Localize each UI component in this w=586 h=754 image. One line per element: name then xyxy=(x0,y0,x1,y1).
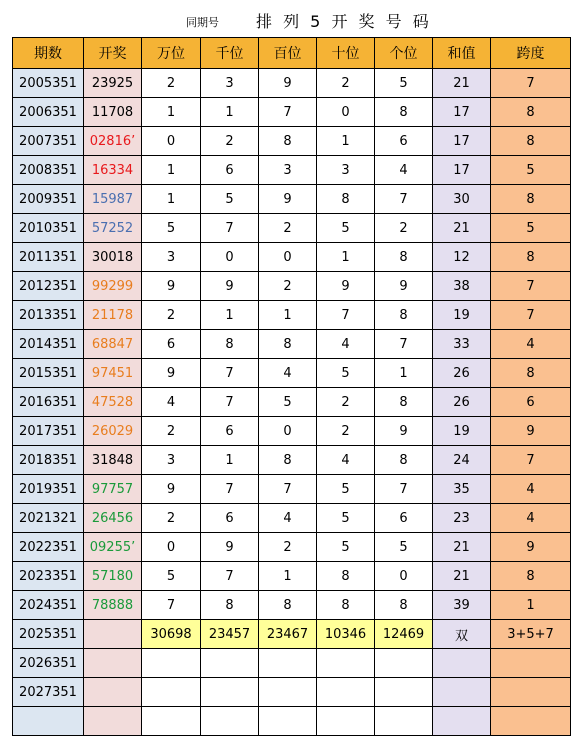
span-cell: 7 xyxy=(491,272,571,301)
digit-cell: 6 xyxy=(142,330,201,359)
span-cell xyxy=(491,649,571,678)
digit-cell: 1 xyxy=(317,243,375,272)
digit-cell: 2 xyxy=(201,127,259,156)
digit-cell: 1 xyxy=(142,185,201,214)
sum-cell: 35 xyxy=(433,475,491,504)
digit-cell: 6 xyxy=(375,127,433,156)
sum-cell xyxy=(433,649,491,678)
draw-number-cell: 23925 xyxy=(84,69,142,98)
digit-cell: 3 xyxy=(142,243,201,272)
digit-cell: 7 xyxy=(201,475,259,504)
digit-cell: 2 xyxy=(142,69,201,98)
empty-row xyxy=(13,649,571,678)
sum-cell xyxy=(433,678,491,707)
digit-cell: 3 xyxy=(201,69,259,98)
col-header-span: 跨度 xyxy=(491,38,571,69)
digit-cell: 1 xyxy=(201,301,259,330)
digit-cell: 3 xyxy=(317,156,375,185)
digit-cell: 2 xyxy=(259,214,317,243)
digit-cell: 1 xyxy=(201,98,259,127)
digit-cell: 9 xyxy=(201,533,259,562)
digit-cell: 7 xyxy=(259,98,317,127)
digit-cell: 5 xyxy=(317,359,375,388)
digit-cell: 0 xyxy=(201,243,259,272)
digit-cell xyxy=(259,678,317,707)
digit-cell: 4 xyxy=(317,330,375,359)
digit-cell: 7 xyxy=(201,388,259,417)
digit-cell: 9 xyxy=(142,272,201,301)
span-cell: 5 xyxy=(491,214,571,243)
span-cell: 6 xyxy=(491,388,571,417)
digit-cell xyxy=(142,649,201,678)
digit-cell: 2 xyxy=(142,417,201,446)
draw-number-cell: 26456 xyxy=(84,504,142,533)
span-cell: 8 xyxy=(491,127,571,156)
digit-cell: 2 xyxy=(375,214,433,243)
digit-cell: 1 xyxy=(259,562,317,591)
draw-number-cell: 30018 xyxy=(84,243,142,272)
digit-cell: 2 xyxy=(317,69,375,98)
draw-number-cell xyxy=(84,649,142,678)
digit-cell: 5 xyxy=(375,533,433,562)
draw-number-cell xyxy=(84,678,142,707)
span-cell: 4 xyxy=(491,475,571,504)
digit-cell: 8 xyxy=(317,591,375,620)
digit-cell: 0 xyxy=(259,417,317,446)
digit-cell xyxy=(201,707,259,736)
digit-cell: 7 xyxy=(259,475,317,504)
period-cell: 2010351 xyxy=(13,214,84,243)
digit-cell: 8 xyxy=(201,591,259,620)
digit-cell: 3 xyxy=(259,156,317,185)
digit-cell: 5 xyxy=(317,475,375,504)
digit-cell: 9 xyxy=(259,185,317,214)
digit-cell: 9 xyxy=(317,272,375,301)
digit-cell: 9 xyxy=(375,417,433,446)
digit-cell: 5 xyxy=(201,185,259,214)
span-cell: 9 xyxy=(491,417,571,446)
table-row xyxy=(13,214,571,243)
period-cell: 2027351 xyxy=(13,678,84,707)
draw-number-cell: 99299 xyxy=(84,272,142,301)
digit-cell: 9 xyxy=(142,359,201,388)
digit-cell xyxy=(142,678,201,707)
col-header-hundreds: 百位 xyxy=(259,38,317,69)
table-row xyxy=(13,533,571,562)
period-cell: 2017351 xyxy=(13,417,84,446)
same-period-label: 同期号 xyxy=(186,16,219,29)
sum-cell: 23 xyxy=(433,504,491,533)
draw-number-cell: 57180 xyxy=(84,562,142,591)
digit-cell xyxy=(201,649,259,678)
span-cell xyxy=(491,678,571,707)
sum-cell: 17 xyxy=(433,127,491,156)
col-header-units: 个位 xyxy=(375,38,433,69)
span-cell: 8 xyxy=(491,359,571,388)
sum-cell: 12 xyxy=(433,243,491,272)
sum-cell: 双 xyxy=(433,620,491,649)
table-row xyxy=(13,330,571,359)
period-cell: 2022351 xyxy=(13,533,84,562)
period-cell: 2011351 xyxy=(13,243,84,272)
period-cell: 2021321 xyxy=(13,504,84,533)
digit-cell: 2 xyxy=(142,504,201,533)
sum-cell: 24 xyxy=(433,446,491,475)
span-cell: 4 xyxy=(491,330,571,359)
table-row xyxy=(13,388,571,417)
digit-cell: 1 xyxy=(259,301,317,330)
prediction-digit-cell: 23457 xyxy=(201,620,259,649)
period-cell: 2025351 xyxy=(13,620,84,649)
digit-cell: 5 xyxy=(317,214,375,243)
table-row xyxy=(13,156,571,185)
digit-cell: 6 xyxy=(375,504,433,533)
span-cell: 9 xyxy=(491,533,571,562)
digit-cell: 0 xyxy=(259,243,317,272)
sum-cell: 19 xyxy=(433,301,491,330)
table-row xyxy=(13,98,571,127)
sum-cell: 17 xyxy=(433,98,491,127)
period-cell: 2009351 xyxy=(13,185,84,214)
digit-cell: 8 xyxy=(375,98,433,127)
digit-cell: 2 xyxy=(317,388,375,417)
digit-cell: 1 xyxy=(317,127,375,156)
digit-cell: 7 xyxy=(375,330,433,359)
sum-cell: 39 xyxy=(433,591,491,620)
draw-number-cell: 21178 xyxy=(84,301,142,330)
digit-cell: 0 xyxy=(375,562,433,591)
digit-cell xyxy=(201,678,259,707)
draw-number-cell: 78888 xyxy=(84,591,142,620)
sum-cell: 17 xyxy=(433,156,491,185)
digit-cell: 1 xyxy=(201,446,259,475)
digit-cell: 7 xyxy=(317,301,375,330)
prediction-digit-cell: 30698 xyxy=(142,620,201,649)
digit-cell: 1 xyxy=(142,156,201,185)
digit-cell: 0 xyxy=(317,98,375,127)
col-header-draw: 开奖 xyxy=(84,38,142,69)
sum-cell: 19 xyxy=(433,417,491,446)
digit-cell xyxy=(259,707,317,736)
table-row xyxy=(13,417,571,446)
draw-number-cell: 57252 xyxy=(84,214,142,243)
digit-cell: 8 xyxy=(375,446,433,475)
span-cell: 7 xyxy=(491,301,571,330)
digit-cell xyxy=(317,707,375,736)
digit-cell: 5 xyxy=(259,388,317,417)
period-cell: 2023351 xyxy=(13,562,84,591)
title-bar xyxy=(0,0,586,37)
digit-cell: 3 xyxy=(142,446,201,475)
digit-cell xyxy=(375,707,433,736)
digit-cell: 7 xyxy=(375,185,433,214)
digit-cell: 5 xyxy=(317,504,375,533)
span-cell: 4 xyxy=(491,504,571,533)
digit-cell: 1 xyxy=(142,98,201,127)
span-cell: 3+5+7 xyxy=(491,620,571,649)
digit-cell: 2 xyxy=(259,533,317,562)
digit-cell xyxy=(259,649,317,678)
digit-cell xyxy=(142,707,201,736)
period-cell: 2026351 xyxy=(13,649,84,678)
digit-cell: 8 xyxy=(259,446,317,475)
draw-number-cell xyxy=(84,707,142,736)
span-cell: 5 xyxy=(491,156,571,185)
digit-cell: 5 xyxy=(142,214,201,243)
digit-cell: 4 xyxy=(375,156,433,185)
prediction-digit-cell: 12469 xyxy=(375,620,433,649)
period-cell: 2015351 xyxy=(13,359,84,388)
span-cell: 7 xyxy=(491,446,571,475)
period-cell: 2018351 xyxy=(13,446,84,475)
period-cell: 2007351 xyxy=(13,127,84,156)
period-cell: 2006351 xyxy=(13,98,84,127)
period-cell: 2012351 xyxy=(13,272,84,301)
table-row xyxy=(13,272,571,301)
span-cell: 8 xyxy=(491,98,571,127)
prediction-row xyxy=(13,620,571,649)
prediction-digit-cell: 10346 xyxy=(317,620,375,649)
period-cell xyxy=(13,707,84,736)
digit-cell: 7 xyxy=(375,475,433,504)
period-cell: 2013351 xyxy=(13,301,84,330)
table-row xyxy=(13,359,571,388)
digit-cell: 6 xyxy=(201,504,259,533)
col-header-sum: 和值 xyxy=(433,38,491,69)
digit-cell: 7 xyxy=(142,591,201,620)
sum-cell: 33 xyxy=(433,330,491,359)
empty-row xyxy=(13,707,571,736)
draw-number-cell xyxy=(84,620,142,649)
digit-cell: 8 xyxy=(317,185,375,214)
digit-cell: 4 xyxy=(259,504,317,533)
digit-cell: 4 xyxy=(142,388,201,417)
sum-cell: 21 xyxy=(433,69,491,98)
draw-number-cell: 26029 xyxy=(84,417,142,446)
table-row xyxy=(13,446,571,475)
draw-number-cell: 97451 xyxy=(84,359,142,388)
draw-number-cell: 31848 xyxy=(84,446,142,475)
draw-number-cell: 68847 xyxy=(84,330,142,359)
draw-number-cell: 16334 xyxy=(84,156,142,185)
digit-cell: 8 xyxy=(375,301,433,330)
period-cell: 2016351 xyxy=(13,388,84,417)
col-header-tens: 十位 xyxy=(317,38,375,69)
digit-cell: 8 xyxy=(375,243,433,272)
draw-number-cell: 97757 xyxy=(84,475,142,504)
digit-cell: 2 xyxy=(142,301,201,330)
span-cell: 7 xyxy=(491,69,571,98)
empty-row xyxy=(13,678,571,707)
draw-number-cell: 15987 xyxy=(84,185,142,214)
table-row xyxy=(13,127,571,156)
digit-cell: 8 xyxy=(259,330,317,359)
period-cell: 2019351 xyxy=(13,475,84,504)
table-row xyxy=(13,475,571,504)
digit-cell: 9 xyxy=(142,475,201,504)
digit-cell xyxy=(375,649,433,678)
digit-cell: 7 xyxy=(201,562,259,591)
digit-cell xyxy=(317,649,375,678)
prediction-digit-cell: 23467 xyxy=(259,620,317,649)
table-row xyxy=(13,591,571,620)
digit-cell: 4 xyxy=(259,359,317,388)
digit-cell: 8 xyxy=(317,562,375,591)
period-cell: 2024351 xyxy=(13,591,84,620)
digit-cell: 5 xyxy=(142,562,201,591)
digit-cell: 6 xyxy=(201,156,259,185)
span-cell: 1 xyxy=(491,591,571,620)
col-header-thousands: 千位 xyxy=(201,38,259,69)
draw-number-cell: 02816’ xyxy=(84,127,142,156)
digit-cell: 1 xyxy=(375,359,433,388)
digit-cell: 8 xyxy=(259,127,317,156)
digit-cell: 4 xyxy=(317,446,375,475)
sum-cell: 30 xyxy=(433,185,491,214)
period-cell: 2014351 xyxy=(13,330,84,359)
digit-cell: 6 xyxy=(201,417,259,446)
digit-cell xyxy=(317,678,375,707)
sum-cell: 38 xyxy=(433,272,491,301)
col-header-ten-thousands: 万位 xyxy=(142,38,201,69)
digit-cell: 8 xyxy=(375,388,433,417)
sum-cell: 21 xyxy=(433,214,491,243)
sum-cell: 21 xyxy=(433,533,491,562)
digit-cell: 8 xyxy=(201,330,259,359)
span-cell xyxy=(491,707,571,736)
table-row xyxy=(13,301,571,330)
draw-number-cell: 47528 xyxy=(84,388,142,417)
sum-cell: 26 xyxy=(433,388,491,417)
digit-cell: 5 xyxy=(317,533,375,562)
digit-cell: 7 xyxy=(201,359,259,388)
digit-cell: 8 xyxy=(259,591,317,620)
digit-cell: 0 xyxy=(142,127,201,156)
table-row xyxy=(13,504,571,533)
sum-cell: 21 xyxy=(433,562,491,591)
digit-cell: 9 xyxy=(375,272,433,301)
period-cell: 2005351 xyxy=(13,69,84,98)
digit-cell xyxy=(375,678,433,707)
digit-cell: 9 xyxy=(201,272,259,301)
sum-cell: 26 xyxy=(433,359,491,388)
span-cell: 8 xyxy=(491,185,571,214)
page-title: 排 列 5 开 奖 号 码 xyxy=(256,12,432,31)
table-row xyxy=(13,185,571,214)
period-cell: 2008351 xyxy=(13,156,84,185)
digit-cell: 9 xyxy=(259,69,317,98)
header-row xyxy=(13,38,571,69)
digit-cell: 8 xyxy=(375,591,433,620)
col-header-period: 期数 xyxy=(13,38,84,69)
digit-cell: 2 xyxy=(259,272,317,301)
span-cell: 8 xyxy=(491,562,571,591)
digit-cell: 2 xyxy=(317,417,375,446)
table-row xyxy=(13,562,571,591)
sum-cell xyxy=(433,707,491,736)
lottery-table xyxy=(12,37,571,736)
table-row xyxy=(13,69,571,98)
digit-cell: 5 xyxy=(375,69,433,98)
digit-cell: 7 xyxy=(201,214,259,243)
draw-number-cell: 11708 xyxy=(84,98,142,127)
draw-number-cell: 09255’ xyxy=(84,533,142,562)
table-row xyxy=(13,243,571,272)
span-cell: 8 xyxy=(491,243,571,272)
digit-cell: 0 xyxy=(142,533,201,562)
